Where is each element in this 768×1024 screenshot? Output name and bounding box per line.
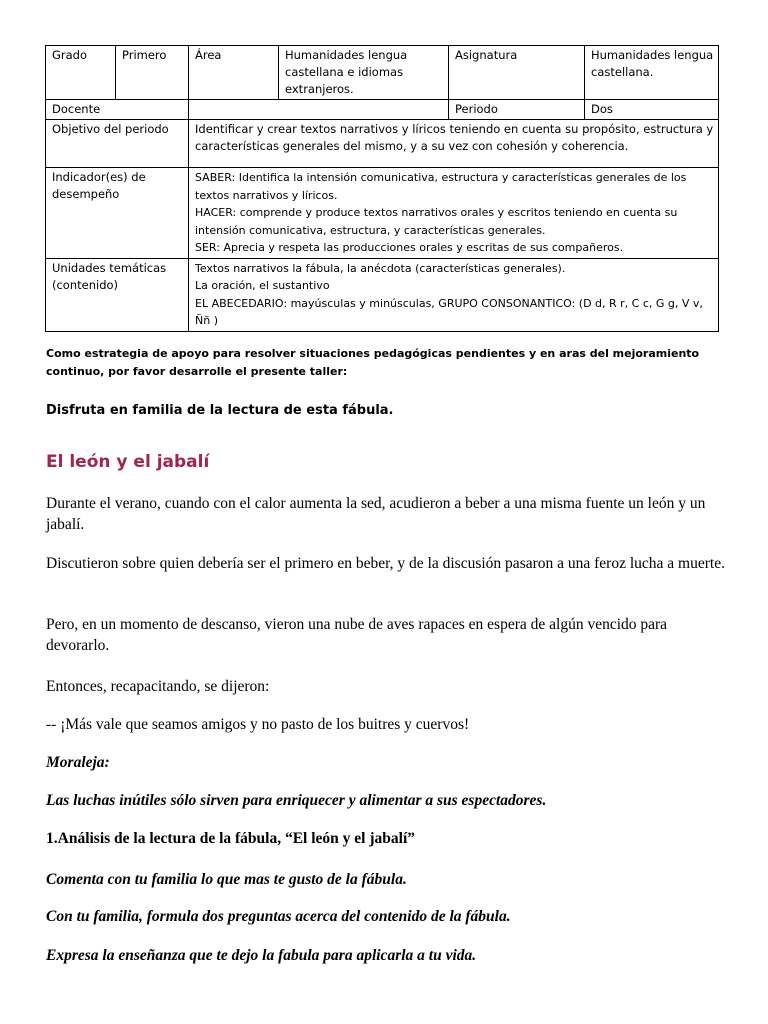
story-paragraph-2: Discutieron sobre quien debería ser el primero en beber, y de la discusión pasaron a una feroz lucha a muerte.	[46, 555, 725, 572]
moraleja-text: Las luchas inútiles sólo sirven para enriquecer y alimentar a sus espectadores.	[46, 792, 547, 809]
area-label: Área	[189, 46, 279, 100]
reading-subheading: Disfruta en familia de la lectura de esta fábula.	[46, 403, 394, 418]
asignatura-value: Humanidades lengua castellana.	[585, 46, 719, 100]
indicador-ser: SER: Aprecia y respeta las producciones orales y escritas de sus compañeros.	[195, 241, 624, 254]
grado-value: Primero	[116, 46, 189, 100]
story-paragraph-1: Durante el verano, cuando con el calor aumenta la sed, acudieron a beber a una misma fuente un león y un jabalí.	[46, 495, 706, 533]
grado-label: Grado	[46, 46, 116, 100]
docente-label: Docente	[46, 100, 189, 120]
unidades-line-1: Textos narrativos la fábula, la anécdota (características generales).	[195, 261, 566, 275]
moraleja-label: Moraleja:	[46, 754, 110, 771]
unidades-line-3: EL ABECEDARIO: mayúsculas y minúsculas, GRUPO CONSONANTICO: (D d, R r, C c, G g, V v, Ññ )	[195, 296, 703, 327]
objetivo-value: Identificar y crear textos narrativos y líricos teniendo en cuenta su propósito, estructura y características generales del mismo, y a su vez con cohesión y coherencia.	[189, 120, 719, 168]
story-paragraph-4: Entonces, recapacitando, se dijeron:	[46, 678, 270, 695]
table-row	[46, 120, 719, 168]
story-paragraph-3: Pero, en un momento de descanso, vieron una nube de aves rapaces en espera de algún vencido para devorarlo.	[46, 616, 668, 654]
activity-item-2: Con tu familia, formula dos preguntas acerca del contenido de la fábula.	[46, 908, 511, 925]
fable-title: El león y el jabalí	[46, 452, 210, 472]
activity-heading: 1.Análisis de la lectura de la fábula, “El león y el jabalí”	[46, 830, 416, 847]
activity-item-1: Comenta con tu familia lo que mas te gusto de la fábula.	[46, 871, 407, 888]
docente-value	[189, 100, 449, 120]
indicador-saber: SABER: Identifica la intensión comunicativa, estructura y características generales de los textos narrativos y líricos.	[195, 171, 687, 202]
table-row	[46, 258, 719, 331]
unidades-label: Unidades temáticas (contenido)	[46, 258, 189, 331]
indicador-label: Indicador(es) de desempeño	[46, 168, 189, 259]
table-row	[46, 168, 719, 259]
objetivo-label: Objetivo del periodo	[46, 120, 189, 168]
asignatura-label: Asignatura	[449, 46, 585, 100]
periodo-label: Periodo	[449, 100, 585, 120]
area-value: Humanidades lengua castellana e idiomas extranjeros.	[279, 46, 449, 100]
table-row	[46, 46, 719, 100]
unidades-value	[189, 258, 719, 331]
periodo-value: Dos	[585, 100, 719, 120]
table-row	[46, 100, 719, 120]
course-info-table	[45, 45, 719, 332]
activity-item-3: Expresa la enseñanza que te dejo la fabula para aplicarla a tu vida.	[46, 947, 477, 964]
unidades-line-2: La oración, el sustantivo	[195, 279, 330, 292]
indicador-value	[189, 168, 719, 259]
intro-text: Como estrategia de apoyo para resolver situaciones pedagógicas pendientes y en aras del mejoramiento continuo, por favor desarrolle el presente taller:	[46, 347, 700, 378]
story-paragraph-5: -- ¡Más vale que seamos amigos y no pasto de los buitres y cuervos!	[46, 716, 470, 733]
indicador-hacer: HACER: comprende y produce textos narrativos orales y escritos teniendo en cuenta su intensión comunicativa, estructura, y características generales.	[195, 206, 678, 237]
